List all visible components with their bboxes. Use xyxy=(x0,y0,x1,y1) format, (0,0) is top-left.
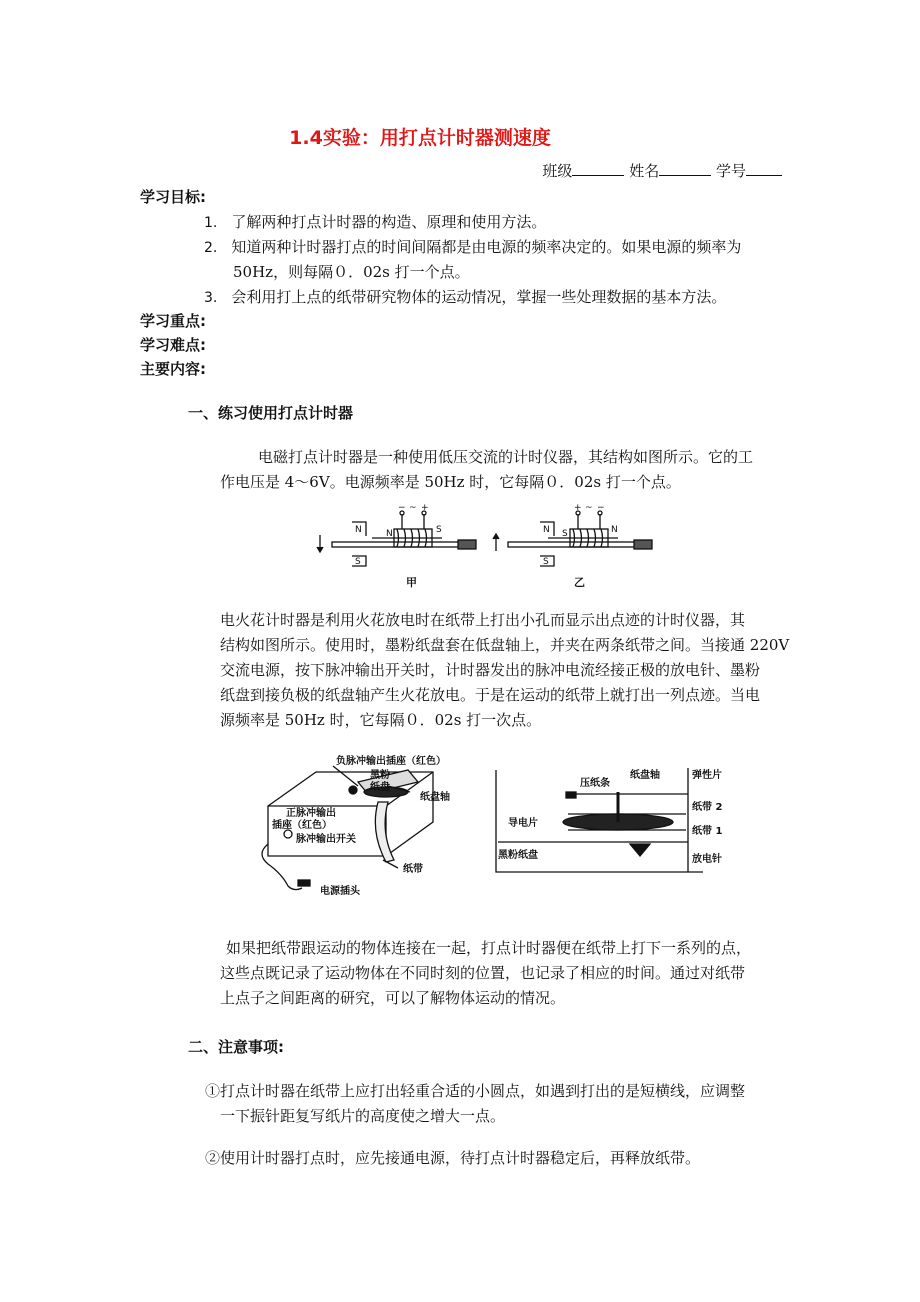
fig2-plug: 电源插头 xyxy=(320,886,360,897)
spark-timer-figure xyxy=(258,752,758,900)
fig2-pos-socket2: 插座（红色） xyxy=(272,820,332,831)
page-title: 1.4实验：用打点计时器测速度 xyxy=(289,127,551,149)
fig2-elastic: 弹性片 xyxy=(692,770,722,781)
objective-2-cont: 50Hz，则每隔０．02s 打一个点。 xyxy=(233,263,470,281)
para1-line1: 电磁打点计时器是一种使用低压交流的计时仪器，其结构如图所示。它的工 xyxy=(258,448,754,466)
para1-line2: 作电压是 4～6V。电源频率是 50Hz 时，它每隔０．02s 打一个点。 xyxy=(220,473,681,491)
fig2-toner-disc-full: 黑粉纸盘 xyxy=(498,850,538,861)
student-info-line xyxy=(542,160,782,181)
fig1-s-coil-a: S xyxy=(436,525,442,535)
id-label: 学号 xyxy=(715,162,746,180)
para3-line3: 上点子之间距离的研究，可以了解物体运动的情况。 xyxy=(220,989,566,1007)
fig2-toner-disc: 黑粉 xyxy=(370,770,390,781)
fig2-switch: 脉冲输出开关 xyxy=(296,834,356,845)
fig2-guide: 导电片 xyxy=(508,818,538,829)
fig1-minus-a: − xyxy=(398,503,406,513)
fig1-n-coil-b: N xyxy=(611,525,618,535)
name-blank xyxy=(659,161,711,176)
class-blank xyxy=(572,161,624,176)
fig2-press-strip: 压纸条 xyxy=(580,778,610,789)
electromagnetic-timer-figure xyxy=(312,502,658,592)
section2-heading: 二、注意事项: xyxy=(188,1038,284,1056)
para3-line2: 这些点既记录了运动物体在不同时刻的位置，也记录了相应的时间。通过对纸带 xyxy=(220,964,746,982)
fig1-tilde-b: ~ xyxy=(585,503,593,513)
fig2-pos-socket: 正脉冲输出 xyxy=(286,808,336,819)
para2-line4: 纸盘到接负极的纸盘轴产生火花放电。于是在运动的纸带上就打出一列点迹。当电 xyxy=(220,686,761,704)
fig1-n-top-b: N xyxy=(543,525,550,535)
fig1-plus-b: + xyxy=(574,503,582,513)
note1-line2: 一下振针距复写纸片的高度使之增大一点。 xyxy=(220,1107,506,1125)
fig1-n-top-a: N xyxy=(355,525,362,535)
fig1-s-bottom-a: S xyxy=(355,557,361,567)
name-label: 姓名 xyxy=(629,162,660,180)
objective-3: 3. 会利用打上点的纸带研究物体的运动情况，掌握一些处理数据的基本方法。 xyxy=(204,288,727,306)
fig1-minus-b: − xyxy=(597,503,605,513)
para2-line2: 结构如图所示。使用时，墨粉纸盘套在低盘轴上，并夹在两条纸带之间。当接通 220V xyxy=(220,636,790,654)
fig2-tape1: 纸带 1 xyxy=(692,826,723,837)
fig2-disc-axis2: 纸盘轴 xyxy=(630,770,660,781)
fig1-s-coil-b: S xyxy=(562,529,568,539)
fig1-label-jia: 甲 xyxy=(406,576,417,589)
fig1-label-yi: 乙 xyxy=(574,576,585,589)
fig2-tape: 纸带 xyxy=(403,864,423,875)
section1-heading: 一、练习使用打点计时器 xyxy=(188,404,354,422)
para3-line1: 如果把纸带跟运动的物体连接在一起，打点计时器便在纸带上打下一系列的点， xyxy=(226,939,752,957)
fig1-tilde-a: ~ xyxy=(409,503,417,513)
para2-line1: 电火花计时器是利用火花放电时在纸带上打出小孔而显示出点迹的计时仪器，其 xyxy=(220,611,746,629)
para2-line5: 源频率是 50Hz 时，它每隔０．02s 打一次点。 xyxy=(220,711,542,729)
key-point-heading: 学习重点: xyxy=(140,312,206,330)
fig2-needle: 放电针 xyxy=(692,854,722,865)
fig2-tape2: 纸带 2 xyxy=(692,802,723,813)
note2: ②使用计时器打点时，应先接通电源，待打点计时器稳定后，再释放纸带。 xyxy=(205,1149,701,1167)
class-label: 班级 xyxy=(542,162,573,180)
fig1-s-bottom-b: S xyxy=(543,557,549,567)
note1-line1: ①打点计时器在纸带上应打出轻重合适的小圆点，如遇到打出的是短横线，应调整 xyxy=(205,1082,746,1100)
main-content-heading: 主要内容: xyxy=(140,360,206,378)
fig1-plus-a: + xyxy=(421,503,429,513)
fig2-toner-disc2: 纸盘 xyxy=(370,782,390,793)
objectives-heading: 学习目标: xyxy=(140,188,206,206)
para2-line3: 交流电源，按下脉冲输出开关时，计时器发出的脉冲电流经接正极的放电针、墨粉 xyxy=(220,661,761,679)
fig2-disc-axis: 纸盘轴 xyxy=(420,792,450,803)
objective-1: 1. 了解两种打点计时器的构造、原理和使用方法。 xyxy=(204,213,547,231)
id-blank xyxy=(746,161,782,176)
difficulty-heading: 学习难点: xyxy=(140,336,206,354)
fig1-n-coil-a: N xyxy=(386,529,393,539)
fig2-neg-socket: 负脉冲输出插座（红色） xyxy=(336,756,446,767)
objective-2: 2. 知道两种计时器打点的时间间隔都是由电源的频率决定的。如果电源的频率为 xyxy=(204,238,742,256)
